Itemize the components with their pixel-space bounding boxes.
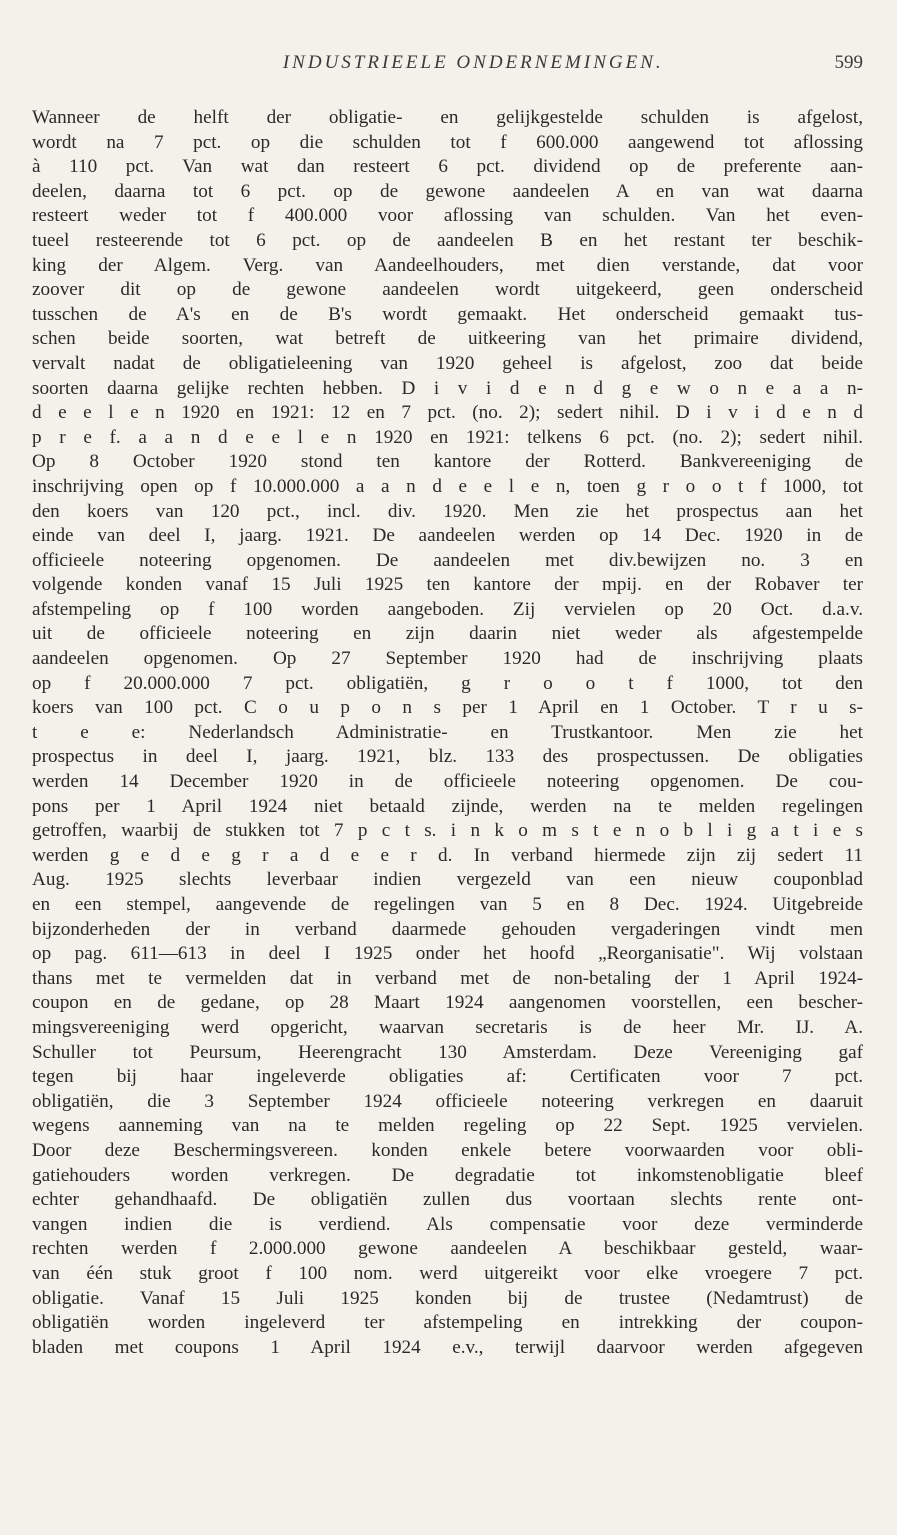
- text-line: d e e l e n 1920 en 1921: 12 en 7 pct. (no. 2); sedert nihil. D i v i d e n d: [32, 402, 863, 424]
- text-line: deelen, daarna tot 6 pct. op de gewone aandeelen A en van wat daarna: [32, 180, 863, 202]
- text-line: Aug. 1925 slechts leverbaar indien vergezeld van een nieuw couponblad: [32, 869, 863, 891]
- text-line: vangen indien die is verdiend. Als compensatie voor deze verminderde: [32, 1213, 863, 1235]
- text-line: vervalt nadat de obligatieleening van 1920 geheel is afgelost, zoo dat beide: [32, 352, 863, 374]
- text-line: bladen met coupons 1 April 1924 e.v., terwijl daarvoor werden afgegeven: [32, 1336, 863, 1358]
- text-line: Wanneer de helft der obligatie- en gelijkgestelde schulden is afgelost,: [32, 107, 863, 128]
- text-line: obligatiën, die 3 September 1924 officieele noteering verkregen en daaruit: [32, 1090, 863, 1112]
- text-line: tueel resteerende tot 6 pct. op de aandeelen B en het restant ter beschik-: [32, 229, 863, 251]
- text-line: resteert weder tot f 400.000 voor aflossing van schulden. Van het even-: [32, 205, 863, 227]
- text-line: getroffen, waarbij de stukken tot 7 p c t s. i n k o m s t e n o b l i g a t i e s: [32, 820, 863, 842]
- text-line: werden 14 December 1920 in de officieele noteering opgenomen. De cou-: [32, 771, 863, 793]
- text-line: coupon en de gedane, op 28 Maart 1924 aangenomen voorstellen, een bescher-: [32, 992, 863, 1014]
- text-line: prospectus in deel I, jaarg. 1921, blz. 133 des prospectussen. De obligaties: [32, 746, 863, 768]
- body-text: [32, 106, 863, 1360]
- text-line: mingsvereeniging werd opgericht, waarvan secretaris is de heer Mr. IJ. A.: [32, 1016, 863, 1038]
- text-line: tegen bij haar ingeleverde obligaties af: Certificaten voor 7 pct.: [32, 1066, 863, 1088]
- text-line: tusschen de A's en de B's wordt gemaakt. Het onderscheid gemaakt tus-: [32, 303, 863, 325]
- text-line: koers van 100 pct. C o u p o n s per 1 April en 1 October. T r u s-: [32, 697, 863, 719]
- text-line: schen beide soorten, wat betreft de uitkeering van het primaire dividend,: [32, 328, 863, 350]
- text-line: einde van deel I, jaarg. 1921. De aandeelen werden op 14 Dec. 1920 in de: [32, 525, 863, 547]
- text-line: afstempeling op f 100 worden aangeboden. Zij vervielen op 20 Oct. d.a.v.: [32, 598, 863, 620]
- text-line: rechten werden f 2.000.000 gewone aandeelen A beschikbaar gesteld, waar-: [32, 1238, 863, 1260]
- text-line: zoover dit op de gewone aandeelen wordt uitgekeerd, geen onderscheid: [32, 279, 863, 301]
- text-line: wordt na 7 pct. op die schulden tot f 600.000 aangewend tot aflossing: [32, 131, 863, 153]
- text-line: uit de officieele noteering en zijn daarin niet weder als afgestempelde: [32, 623, 863, 645]
- text-line: op f 20.000.000 7 pct. obligatiën, g r o o t f 1000, tot den: [32, 672, 863, 694]
- text-line: officieele noteering opgenomen. De aandeelen met div.bewijzen no. 3 en: [32, 549, 863, 571]
- page-number: 599: [834, 52, 863, 73]
- text-line: werden g e d e g r a d e e r d. In verband hiermede zijn zij sedert 11: [32, 844, 863, 866]
- text-line: king der Algem. Verg. van Aandeelhouders, met dien verstande, dat voor: [32, 254, 863, 276]
- text-line: obligatiën worden ingeleverd ter afstempeling en intrekking der coupon-: [32, 1312, 863, 1334]
- text-line: volgende konden vanaf 15 Juli 1925 ten kantore der mpij. en der Robaver ter: [32, 574, 863, 596]
- text-line: p r e f. a a n d e e l e n 1920 en 1921: telkens 6 pct. (no. 2); sedert nihil.: [32, 426, 863, 448]
- text-line: en een stempel, aangevende de regelingen van 5 en 8 Dec. 1924. Uitgebreide: [32, 894, 863, 915]
- text-line: wegens aanneming van na te melden regeling op 22 Sept. 1925 vervielen.: [32, 1115, 863, 1137]
- text-line: soorten daarna gelijke rechten hebben. D i v i d e n d g e w o n e a a n-: [32, 377, 863, 399]
- text-line: Door deze Beschermingsvereen. konden enkele betere voorwaarden voor obli-: [32, 1139, 863, 1161]
- text-line: Op 8 October 1920 stond ten kantore der Rotterd. Bankvereeniging de: [32, 451, 863, 473]
- text-line: pons per 1 April 1924 niet betaald zijnde, werden na te melden regelingen: [32, 795, 863, 817]
- running-title: INDUSTRIEELE ONDERNEMINGEN.: [282, 52, 664, 73]
- text-line: t e e: Nederlandsch Administratie- en Trustkantoor. Men zie het: [32, 721, 863, 743]
- text-line: gatiehouders worden verkregen. De degradatie tot inkomstenobligatie bleef: [32, 1164, 863, 1186]
- text-line: den koers van 120 pct., incl. div. 1920. Men zie het prospectus aan het: [32, 500, 863, 522]
- text-line: bijzonderheden der in verband daarmede gehouden vergaderingen vindt men: [32, 918, 863, 940]
- text-line: inschrijving open op f 10.000.000 a a n d e e l e n, toen g r o o t f 1000, tot: [32, 475, 863, 497]
- text-line: echter gehandhaafd. De obligatiën zullen dus voortaan slechts rente ont-: [32, 1189, 863, 1211]
- text-line: aandeelen opgenomen. Op 27 September 1920 had de inschrijving plaats: [32, 648, 863, 670]
- text-line: à 110 pct. Van wat dan resteert 6 pct. dividend op de preferente aan-: [32, 156, 863, 178]
- text-line: obligatie. Vanaf 15 Juli 1925 konden bij de trustee (Nedamtrust) de: [32, 1287, 863, 1309]
- text-line: op pag. 611—613 in deel I 1925 onder het hoofd „Reorganisatie". Wij volstaan: [32, 943, 863, 965]
- text-line: thans met te vermelden dat in verband met de non-betaling der 1 April 1924-: [32, 967, 863, 989]
- running-head: [32, 52, 863, 92]
- text-line: van één stuk groot f 100 nom. werd uitgereikt voor elke vroegere 7 pct.: [32, 1262, 863, 1284]
- text-line: Schuller tot Peursum, Heerengracht 130 Amsterdam. Deze Vereeniging gaf: [32, 1041, 863, 1063]
